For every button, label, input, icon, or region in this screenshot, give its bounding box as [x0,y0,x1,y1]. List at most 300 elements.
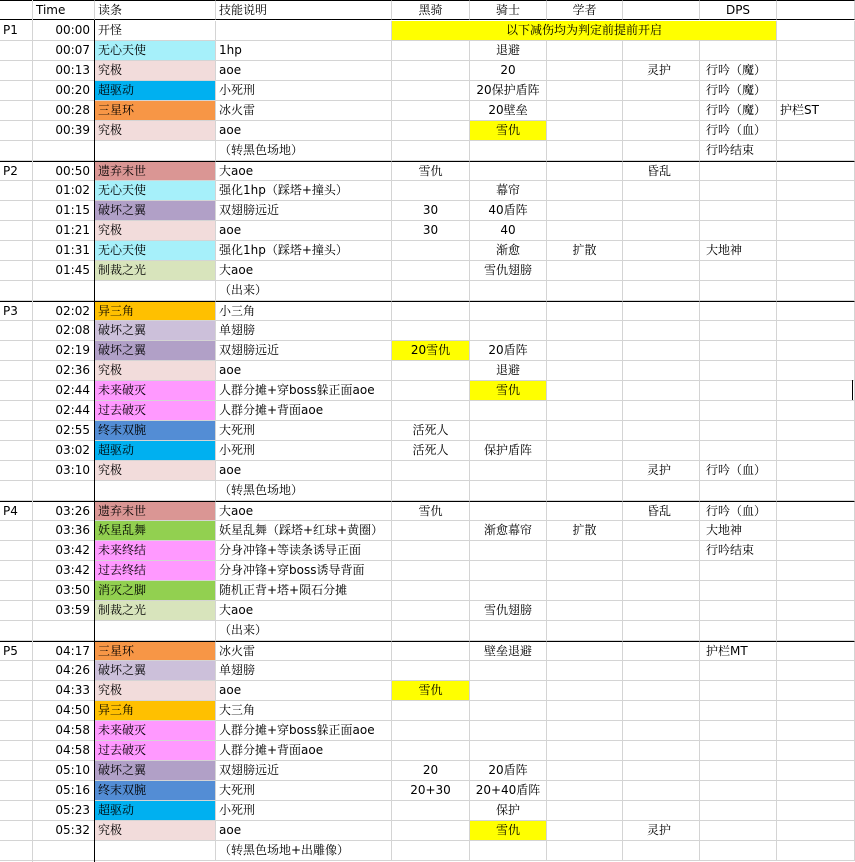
cell-sch[interactable] [547,661,623,681]
cell-desc[interactable]: 大aoe [216,501,392,521]
cell-desc[interactable] [216,21,392,41]
cell-phase[interactable] [0,261,33,281]
cell-time[interactable]: 04:50 [33,701,95,721]
cell-extra[interactable] [777,241,855,261]
cell-dps2[interactable]: 行吟（血） [700,461,777,481]
cell-pld[interactable] [470,841,547,861]
cell-dps1[interactable]: 灵护 [623,461,700,481]
cell-extra[interactable] [777,681,855,701]
cell-phase[interactable] [0,321,33,341]
cell-cast[interactable]: 究极 [95,681,216,701]
cell-sch[interactable] [547,581,623,601]
cell-dps2[interactable] [700,621,777,641]
cell-sch[interactable] [547,821,623,841]
cell-desc[interactable]: 双翅膀远近 [216,201,392,221]
cell-cast[interactable]: 究极 [95,61,216,81]
cell-cast[interactable]: 未来终结 [95,541,216,561]
cell-extra[interactable]: 护栏ST [777,101,855,121]
cell-drk[interactable] [392,841,470,861]
cell-sch[interactable] [547,681,623,701]
cell-pld[interactable] [470,581,547,601]
cell-dps1[interactable] [623,581,700,601]
cell-extra[interactable] [777,561,855,581]
cell-drk[interactable] [392,561,470,581]
cell-desc[interactable]: 单翅膀 [216,661,392,681]
cell-dps1[interactable] [623,141,700,161]
cell-drk[interactable]: 30 [392,201,470,221]
cell-dps2[interactable] [700,381,777,401]
cell-pld[interactable]: 渐愈 [470,241,547,261]
cell-drk[interactable] [392,701,470,721]
cell-extra[interactable] [777,61,855,81]
cell-extra[interactable] [777,501,855,521]
cell-pld[interactable]: 保护 [470,801,547,821]
cell-time[interactable]: 03:42 [33,541,95,561]
cell-extra[interactable] [777,21,855,41]
cell-dps2[interactable] [700,761,777,781]
cell-extra[interactable] [777,541,855,561]
cell-sch[interactable] [547,181,623,201]
cell-dps1[interactable] [623,341,700,361]
cell-sch[interactable]: 扩散 [547,521,623,541]
cell-time[interactable]: 01:15 [33,201,95,221]
cell-dps1[interactable] [623,421,700,441]
cell-dps2[interactable] [700,281,777,301]
cell-sch[interactable] [547,361,623,381]
cell-sch[interactable] [547,701,623,721]
cell-dps1[interactable] [623,321,700,341]
cell-extra[interactable] [777,641,855,661]
cell-sch[interactable] [547,141,623,161]
cell-sch[interactable] [547,341,623,361]
cell-dps1[interactable] [623,841,700,861]
cell-pld[interactable]: 雪仇 [470,121,547,141]
cell-sch[interactable] [547,101,623,121]
cell-extra[interactable] [777,421,855,441]
cell-desc[interactable]: aoe [216,221,392,241]
cell-cast[interactable]: 三星环 [95,101,216,121]
cell-phase[interactable]: P5 [0,641,33,661]
cell-extra[interactable] [777,281,855,301]
cell-cast[interactable]: 过去破灭 [95,401,216,421]
cell-extra[interactable] [777,521,855,541]
cell-drk[interactable] [392,321,470,341]
cell-cast[interactable]: 究极 [95,461,216,481]
cell-dps1[interactable] [623,101,700,121]
cell-desc[interactable]: 人群分摊+穿boss躲正面aoe [216,381,392,401]
cell-dps1[interactable] [623,641,700,661]
cell-drk[interactable] [392,301,470,321]
cell-extra[interactable] [777,181,855,201]
cell-cast[interactable] [95,281,216,301]
cell-phase[interactable] [0,101,33,121]
cell-dps2[interactable] [700,801,777,821]
cell-desc[interactable]: 小死刑 [216,81,392,101]
header-cell[interactable]: 黑骑 [392,0,470,20]
cell-extra[interactable] [777,821,855,841]
cell-drk[interactable]: 20+30 [392,781,470,801]
cell-dps2[interactable]: 行吟（血） [700,501,777,521]
cell-pld[interactable]: 雪仇翅膀 [470,601,547,621]
cell-phase[interactable] [0,381,33,401]
cell-sch[interactable] [547,161,623,181]
cell-cast[interactable]: 消灭之脚 [95,581,216,601]
cell-cast[interactable]: 异三角 [95,701,216,721]
cell-phase[interactable] [0,841,33,861]
cell-dps1[interactable] [623,721,700,741]
cell-drk[interactable]: 20雪仇 [392,341,470,361]
cell-cast[interactable]: 超驱动 [95,81,216,101]
cell-dps1[interactable] [623,241,700,261]
cell-dps2[interactable] [700,261,777,281]
cell-sch[interactable] [547,481,623,501]
cell-desc[interactable]: 强化1hp（踩塔+撞头） [216,181,392,201]
cell-dps1[interactable] [623,481,700,501]
cell-desc[interactable]: （转黑色场地） [216,481,392,501]
cell-desc[interactable]: aoe [216,121,392,141]
cell-extra[interactable] [777,41,855,61]
cell-phase[interactable] [0,341,33,361]
cell-dps1[interactable] [623,281,700,301]
cell-phase[interactable] [0,201,33,221]
cell-extra[interactable] [777,261,855,281]
cell-cast[interactable]: 破坏之翼 [95,321,216,341]
cell-desc[interactable]: aoe [216,461,392,481]
cell-time[interactable]: 00:20 [33,81,95,101]
cell-extra[interactable] [777,721,855,741]
cell-time[interactable]: 02:02 [33,301,95,321]
cell-pld[interactable]: 幕帘 [470,181,547,201]
cell-dps1[interactable]: 灵护 [623,821,700,841]
cell-dps2[interactable] [700,341,777,361]
cell-drk[interactable]: 活死人 [392,441,470,461]
cell-cast[interactable]: 破坏之翼 [95,201,216,221]
cell-sch[interactable] [547,441,623,461]
cell-pld[interactable]: 40盾阵 [470,201,547,221]
cell-desc[interactable]: 双翅膀远近 [216,341,392,361]
cell-sch[interactable] [547,41,623,61]
cell-time[interactable]: 04:33 [33,681,95,701]
cell-drk[interactable] [392,261,470,281]
cell-desc[interactable]: aoe [216,61,392,81]
cell-time[interactable]: 03:50 [33,581,95,601]
cell-desc[interactable]: 分身冲锋+穿boss诱导背面 [216,561,392,581]
cell-desc[interactable]: （转黑色场地+出雕像） [216,841,392,861]
cell-cast[interactable]: 无心天使 [95,241,216,261]
cell-time[interactable]: 01:31 [33,241,95,261]
cell-dps1[interactable] [623,701,700,721]
cell-extra[interactable] [777,801,855,821]
cell-cast[interactable]: 妖星乱舞 [95,521,216,541]
cell-dps2[interactable]: 行吟（魔） [700,81,777,101]
cell-cast[interactable]: 遗弃末世 [95,161,216,181]
cell-time[interactable]: 03:36 [33,521,95,541]
cell-desc[interactable]: 分身冲锋+等读条诱导正面 [216,541,392,561]
cell-phase[interactable] [0,81,33,101]
cell-desc[interactable]: aoe [216,821,392,841]
cell-phase[interactable]: P2 [0,161,33,181]
cell-drk[interactable] [392,601,470,621]
cell-desc[interactable]: 大死刑 [216,421,392,441]
cell-desc[interactable]: 冰火雷 [216,101,392,121]
cell-dps2[interactable] [700,401,777,421]
cell-desc[interactable]: 人群分摊+穿boss躲正面aoe [216,721,392,741]
cell-cast[interactable] [95,481,216,501]
cell-dps1[interactable] [623,441,700,461]
cell-phase[interactable] [0,601,33,621]
cell-dps2[interactable]: 大地神 [700,521,777,541]
cell-time[interactable]: 03:10 [33,461,95,481]
cell-time[interactable]: 02:44 [33,401,95,421]
cell-pld[interactable] [470,681,547,701]
cell-drk[interactable] [392,481,470,501]
header-cell[interactable]: 技能说明 [216,0,392,20]
cell-phase[interactable] [0,481,33,501]
cell-cast[interactable]: 无心天使 [95,41,216,61]
cell-cast[interactable]: 终末双腕 [95,421,216,441]
cell-extra[interactable] [777,841,855,861]
cell-cast[interactable]: 破坏之翼 [95,761,216,781]
cell-pld[interactable] [470,461,547,481]
cell-dps1[interactable] [623,781,700,801]
cell-drk[interactable] [392,141,470,161]
cell-dps1[interactable] [623,261,700,281]
cell-cast[interactable]: 超驱动 [95,441,216,461]
cell-pld[interactable] [470,481,547,501]
cell-cast[interactable]: 无心天使 [95,181,216,201]
cell-dps2[interactable]: 行吟（魔） [700,101,777,121]
cell-dps2[interactable]: 护栏MT [700,641,777,661]
cell-pld[interactable]: 20 [470,61,547,81]
cell-drk[interactable]: 20 [392,761,470,781]
cell-desc[interactable]: 大aoe [216,601,392,621]
cell-pld[interactable] [470,321,547,341]
cell-pld[interactable]: 渐愈幕帘 [470,521,547,541]
cell-time[interactable]: 04:26 [33,661,95,681]
cell-cast[interactable]: 究极 [95,821,216,841]
cell-desc[interactable]: （转黑色场地） [216,141,392,161]
cell-extra[interactable] [777,781,855,801]
cell-phase[interactable] [0,521,33,541]
cell-dps1[interactable] [623,301,700,321]
cell-pld[interactable]: 20壁垒 [470,101,547,121]
cell-sch[interactable] [547,781,623,801]
cell-drk[interactable] [392,641,470,661]
cell-desc[interactable]: 单翅膀 [216,321,392,341]
cell-pld[interactable] [470,621,547,641]
cell-dps2[interactable] [700,481,777,501]
cell-dps1[interactable] [623,801,700,821]
cell-phase[interactable] [0,41,33,61]
cell-pld[interactable]: 保护盾阵 [470,441,547,461]
cell-drk[interactable] [392,41,470,61]
cell-phase[interactable] [0,661,33,681]
cell-dps1[interactable]: 昏乱 [623,501,700,521]
cell-dps2[interactable] [700,601,777,621]
cell-drk[interactable] [392,181,470,201]
cell-dps2[interactable] [700,421,777,441]
cell-dps1[interactable]: 灵护 [623,61,700,81]
cell-dps2[interactable] [700,701,777,721]
cell-dps2[interactable] [700,681,777,701]
cell-desc[interactable]: 人群分摊+背面aoe [216,401,392,421]
cell-time[interactable]: 04:58 [33,721,95,741]
cell-extra[interactable] [777,81,855,101]
cell-desc[interactable]: 大aoe [216,261,392,281]
cell-dps1[interactable] [623,541,700,561]
cell-phase[interactable] [0,761,33,781]
cell-phase[interactable] [0,741,33,761]
cell-extra[interactable] [777,221,855,241]
cell-pld[interactable]: 雪仇 [470,381,547,401]
cell-time[interactable] [33,481,95,501]
cell-dps1[interactable] [623,621,700,641]
cell-dps1[interactable] [623,761,700,781]
cell-dps1[interactable] [623,361,700,381]
cell-phase[interactable] [0,821,33,841]
cell-drk[interactable] [392,721,470,741]
cell-phase[interactable] [0,121,33,141]
header-cell[interactable]: DPS [700,0,777,20]
cell-desc[interactable]: aoe [216,681,392,701]
cell-drk[interactable] [392,81,470,101]
cell-cast[interactable]: 未来破灭 [95,721,216,741]
cell-time[interactable]: 05:32 [33,821,95,841]
cell-phase[interactable] [0,421,33,441]
cell-drk[interactable] [392,101,470,121]
cell-dps2[interactable] [700,361,777,381]
cell-extra[interactable] [777,141,855,161]
header-cell[interactable] [623,0,700,20]
header-cell[interactable] [777,0,855,20]
cell-dps1[interactable] [623,661,700,681]
cell-dps1[interactable] [623,41,700,61]
cell-phase[interactable] [0,221,33,241]
cell-cast[interactable]: 制裁之光 [95,601,216,621]
cell-cast[interactable]: 制裁之光 [95,261,216,281]
cell-cast[interactable]: 过去破灭 [95,741,216,761]
cell-sch[interactable] [547,641,623,661]
cell-time[interactable]: 01:02 [33,181,95,201]
cell-time[interactable] [33,841,95,861]
cell-dps1[interactable] [623,201,700,221]
cell-time[interactable]: 03:59 [33,601,95,621]
cell-cast[interactable] [95,621,216,641]
cell-sch[interactable] [547,561,623,581]
cell-drk[interactable] [392,521,470,541]
cell-time[interactable] [33,141,95,161]
cell-phase[interactable] [0,361,33,381]
cell-cast[interactable]: 异三角 [95,301,216,321]
cell-sch[interactable] [547,321,623,341]
cell-dps2[interactable] [700,321,777,341]
cell-phase[interactable] [0,441,33,461]
cell-drk[interactable] [392,61,470,81]
cell-pld[interactable] [470,561,547,581]
cell-time[interactable]: 05:10 [33,761,95,781]
cell-phase[interactable] [0,561,33,581]
cell-pld[interactable] [470,721,547,741]
cell-cast[interactable]: 开怪 [95,21,216,41]
cell-time[interactable]: 01:45 [33,261,95,281]
cell-time[interactable]: 03:42 [33,561,95,581]
cell-drk[interactable] [392,361,470,381]
cell-drk[interactable] [392,621,470,641]
cell-dps1[interactable] [623,221,700,241]
cell-pld[interactable] [470,701,547,721]
cell-phase[interactable]: P4 [0,501,33,521]
cell-time[interactable]: 00:13 [33,61,95,81]
cell-phase[interactable] [0,401,33,421]
cell-extra[interactable] [777,161,855,181]
cell-time[interactable]: 03:26 [33,501,95,521]
cell-time[interactable]: 02:55 [33,421,95,441]
notice-banner[interactable]: 以下减伤均为判定前提前开启 [392,21,777,41]
cell-sch[interactable] [547,281,623,301]
cell-extra[interactable] [777,341,855,361]
cell-pld[interactable]: 壁垒退避 [470,641,547,661]
cell-sch[interactable] [547,601,623,621]
cell-cast[interactable]: 三星环 [95,641,216,661]
cell-cast[interactable] [95,841,216,861]
cell-phase[interactable] [0,241,33,261]
cell-sch[interactable] [547,81,623,101]
cell-sch[interactable] [547,541,623,561]
cell-dps2[interactable] [700,821,777,841]
cell-extra[interactable] [777,401,855,421]
cell-pld[interactable]: 20保护盾阵 [470,81,547,101]
cell-extra[interactable] [777,661,855,681]
cell-extra[interactable] [777,301,855,321]
cell-time[interactable]: 02:19 [33,341,95,361]
cell-extra[interactable] [777,121,855,141]
cell-pld[interactable]: 20盾阵 [470,761,547,781]
cell-dps2[interactable] [700,201,777,221]
cell-desc[interactable]: 大三角 [216,701,392,721]
cell-pld[interactable] [470,161,547,181]
cell-dps2[interactable] [700,581,777,601]
cell-cast[interactable]: 破坏之翼 [95,341,216,361]
cell-time[interactable]: 00:07 [33,41,95,61]
cell-phase[interactable] [0,721,33,741]
cell-time[interactable]: 02:36 [33,361,95,381]
cell-desc[interactable]: 随机正背+塔+陨石分摊 [216,581,392,601]
cell-cast[interactable]: 究极 [95,121,216,141]
cell-dps1[interactable] [623,601,700,621]
cell-phase[interactable] [0,621,33,641]
cell-extra[interactable] [777,441,855,461]
cell-time[interactable]: 00:28 [33,101,95,121]
cell-sch[interactable] [547,401,623,421]
cell-phase[interactable] [0,141,33,161]
cell-pld[interactable] [470,281,547,301]
cell-phase[interactable] [0,701,33,721]
cell-drk[interactable] [392,741,470,761]
cell-dps2[interactable]: 行吟结束 [700,541,777,561]
cell-sch[interactable] [547,201,623,221]
cell-drk[interactable] [392,801,470,821]
cell-cast[interactable]: 过去终结 [95,561,216,581]
cell-sch[interactable] [547,501,623,521]
cell-extra[interactable] [777,461,855,481]
cell-extra[interactable] [777,621,855,641]
cell-dps2[interactable] [700,161,777,181]
cell-drk[interactable] [392,581,470,601]
cell-extra[interactable] [777,481,855,501]
cell-phase[interactable] [0,801,33,821]
cell-desc[interactable]: 1hp [216,41,392,61]
header-cell[interactable] [0,0,33,20]
